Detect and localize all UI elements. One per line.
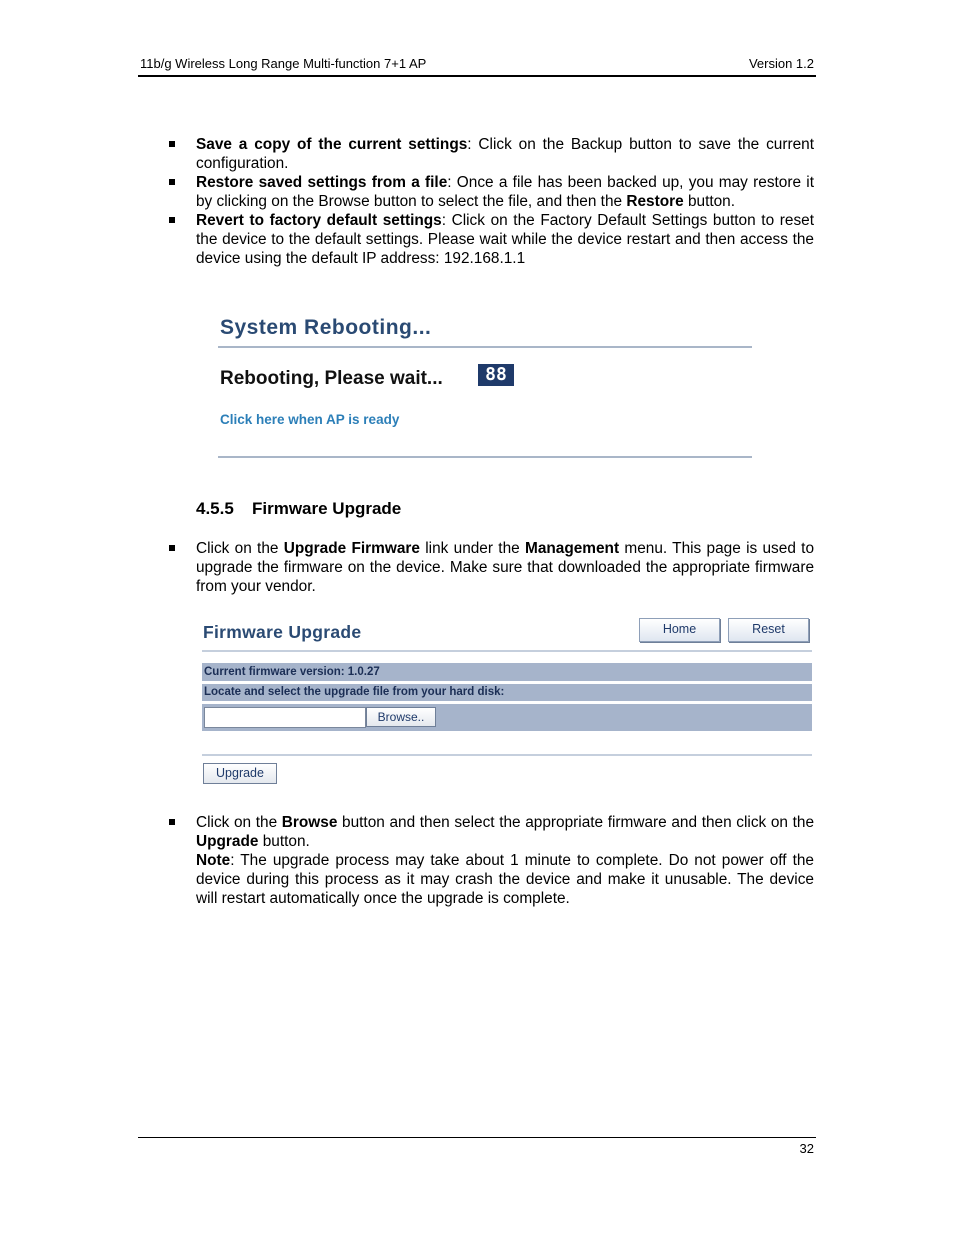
divider: [202, 650, 812, 652]
bullet-text: : Click on the Backup button to save the current configuration.: [196, 136, 814, 172]
upgrade-intro-list: [196, 539, 814, 596]
bullet-text: button and then select the appropriate firmware and then click on the: [337, 814, 814, 831]
list-item: [196, 539, 814, 596]
reset-button[interactable]: Reset: [728, 618, 809, 642]
bullet-bold: Browse: [281, 814, 338, 831]
list-item: [196, 813, 814, 908]
bullet-bold: Upgrade Firmware: [283, 540, 420, 557]
section-heading: [196, 499, 401, 519]
page-header: [138, 56, 816, 77]
divider: [218, 346, 752, 348]
file-select-row: [202, 704, 812, 731]
divider: [202, 754, 812, 756]
page-number: 32: [799, 1141, 814, 1156]
bullet-text: Click on the: [196, 814, 282, 831]
firmware-upgrade-screenshot: [202, 614, 812, 786]
section-title: Firmware Upgrade: [252, 499, 402, 518]
bullet-text: menu. This page is used to upgrade the firmware on the device. Make sure that downloaded the appropriate firmware from your vendor.: [196, 540, 815, 595]
bullet-heading: Save a copy of the current settings: [196, 136, 468, 153]
note-text: : The upgrade process may take about 1 minute to complete. Do not power off the device during this process as it may crash the device and make it unusable. The device will restart automatically once the upgrade is complete.: [196, 852, 814, 907]
locate-file-label: Locate and select the upgrade file from your hard disk:: [202, 684, 812, 701]
bullet-text: : Click on the Factory Default Settings button to reset the device to the default settings. Please wait while the device restart and then access the device using the default IP address: 192.168.1.1: [196, 212, 814, 267]
header-version: Version 1.2: [748, 56, 814, 71]
browse-button[interactable]: Browse..: [366, 707, 436, 727]
bullet-text: : Once a file has been backed up, you may restore it by clicking on the Browse button to select the file, and then the: [196, 174, 814, 210]
note-label: Note: [196, 852, 231, 869]
bullet-heading: Revert to factory default settings: [196, 212, 442, 229]
bullet-marker: [169, 545, 175, 551]
bullet-text: button.: [258, 833, 310, 850]
bullet-bold: Restore: [626, 193, 684, 210]
list-item: [196, 173, 814, 211]
settings-bullet-list: [196, 135, 814, 268]
bullet-heading: Restore saved settings from a file: [196, 174, 448, 191]
bullet-marker: [169, 217, 175, 223]
countdown-counter: 88: [478, 364, 514, 386]
bullet-text: link under the: [419, 540, 525, 557]
bullet-marker: [169, 179, 175, 185]
bullet-bold: Upgrade: [196, 833, 259, 850]
section-number: 4.5.5: [196, 499, 234, 518]
file-path-input[interactable]: [204, 707, 366, 728]
reboot-title: System Rebooting...: [220, 316, 432, 339]
list-item: [196, 211, 814, 268]
reboot-screenshot: [218, 314, 752, 460]
bullet-marker: [169, 819, 175, 825]
bullet-text: button.: [683, 193, 736, 210]
divider: [218, 456, 752, 458]
upgrade-steps-list: [196, 813, 814, 908]
ap-ready-link[interactable]: Click here when AP is ready: [220, 412, 400, 427]
upgrade-button[interactable]: Upgrade: [203, 763, 277, 784]
bullet-text: Click on the: [196, 540, 284, 557]
current-version-row: Current firmware version: 1.0.27: [202, 663, 812, 681]
list-item: [196, 135, 814, 173]
header-title: 11b/g Wireless Long Range Multi-function 7+1 AP: [140, 56, 427, 71]
home-button[interactable]: Home: [639, 618, 720, 642]
firmware-title: Firmware Upgrade: [203, 622, 362, 642]
footer-rule: [138, 1137, 816, 1138]
bullet-marker: [169, 141, 175, 147]
reboot-message: Rebooting, Please wait...: [220, 368, 443, 389]
bullet-bold: Management: [525, 540, 620, 557]
